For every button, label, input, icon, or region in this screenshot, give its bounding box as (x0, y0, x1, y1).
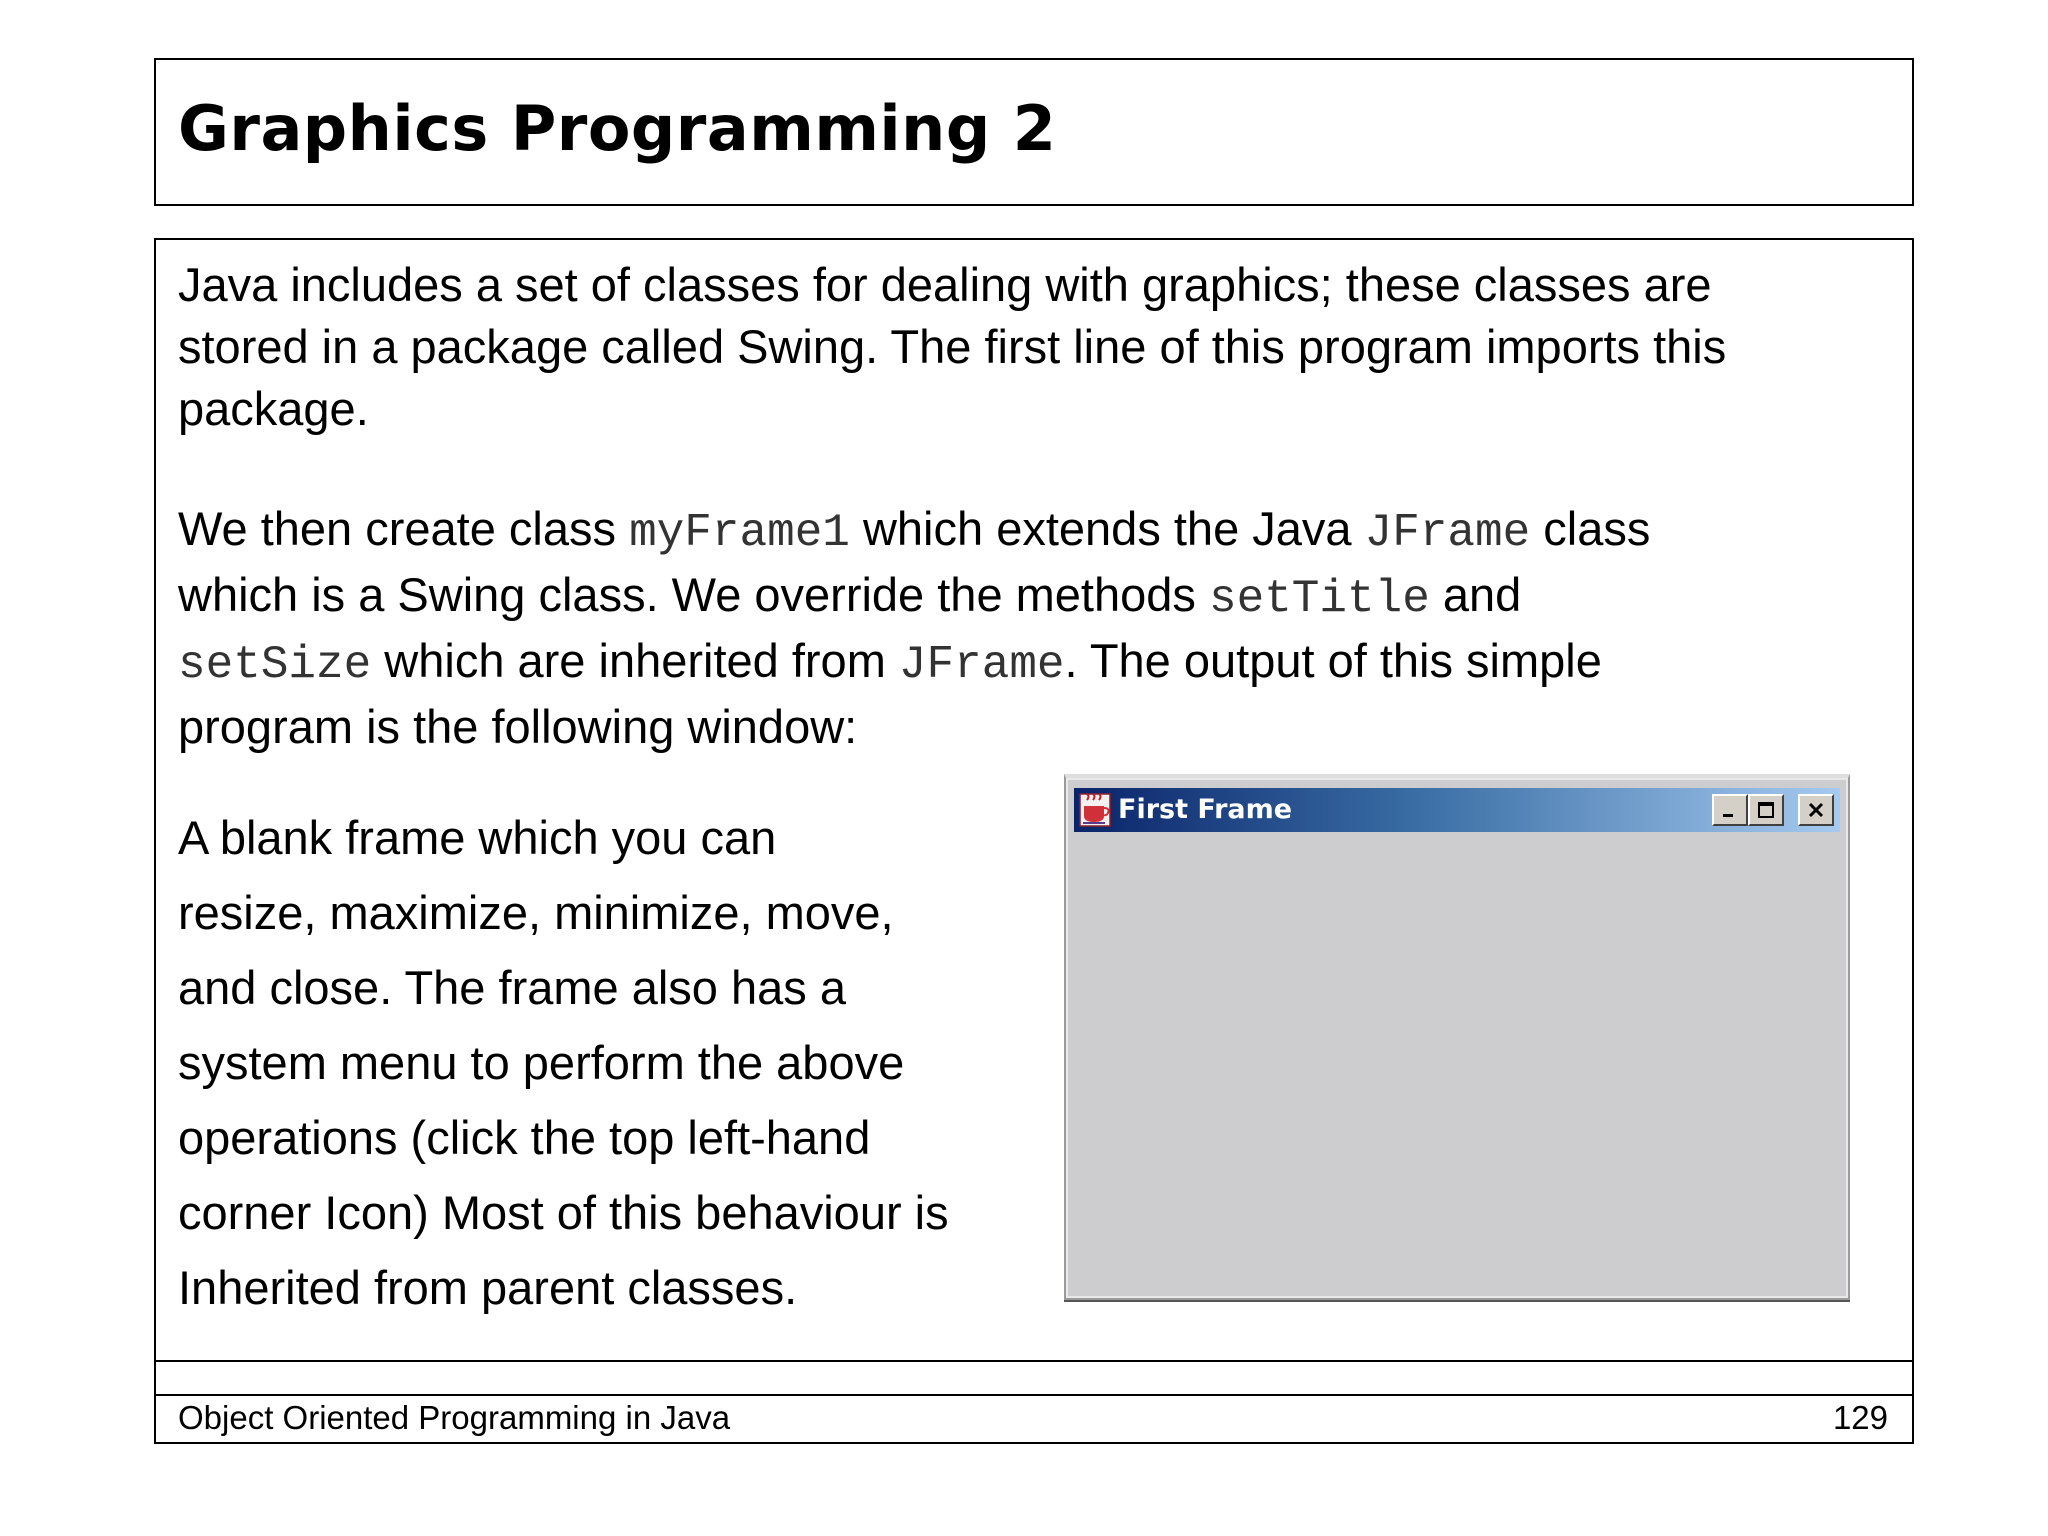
text: We then create class (178, 502, 630, 555)
maximize-icon (1756, 800, 1776, 820)
footer-divider (156, 1394, 1912, 1396)
java-coffee-cup-icon[interactable] (1078, 792, 1112, 828)
footer-course: Object Oriented Programming in Java (178, 1399, 731, 1436)
code-settitle: setTitle (1208, 573, 1430, 625)
text: . The output of this simple (1064, 634, 1602, 687)
desc-line: operations (click the top left-hand (178, 1111, 871, 1164)
minimize-icon (1720, 800, 1740, 820)
code-setsize: setSize (178, 639, 372, 691)
desc-line: Inherited from parent classes. (178, 1261, 798, 1314)
code-myframe1: myFrame1 (629, 507, 850, 559)
intro-paragraph (178, 254, 1726, 440)
desc-line: and close. The frame also has a (178, 961, 846, 1014)
code-jframe: JFrame (898, 639, 1065, 691)
text: which are inherited from (371, 634, 899, 687)
page-number: 129 (1832, 1399, 1888, 1436)
window-client-area[interactable] (1074, 834, 1840, 1290)
intro-line-1: Java includes a set of classes for dealing with graphics; these classes are (178, 258, 1712, 311)
minimize-button[interactable] (1712, 794, 1748, 826)
text: program is the following window: (178, 700, 858, 753)
class-paragraph (178, 498, 1650, 758)
code-jframe: JFrame (1364, 507, 1531, 559)
frame-description (178, 800, 949, 1325)
text: and (1429, 568, 1522, 621)
window-titlebar[interactable] (1074, 788, 1840, 832)
desc-line: corner Icon) Most of this behaviour is (178, 1186, 949, 1239)
intro-line-2: stored in a package called Swing. The first line of this program imports this (178, 320, 1727, 373)
desc-line: resize, maximize, minimize, move, (178, 886, 894, 939)
maximize-button[interactable] (1748, 794, 1784, 826)
close-icon (1806, 800, 1826, 820)
text: class (1530, 502, 1651, 555)
slide-title: Graphics Programming 2 (178, 92, 1057, 165)
desc-line: A blank frame which you can (178, 811, 777, 864)
text: which is a Swing class. We override the methods (178, 568, 1209, 621)
title-box (154, 58, 1914, 206)
desc-line: system menu to perform the above (178, 1036, 905, 1089)
window-title: First Frame (1118, 794, 1293, 825)
text: which extends the Java (849, 502, 1365, 555)
close-button[interactable] (1798, 794, 1834, 826)
first-frame-window[interactable] (1064, 774, 1850, 1300)
intro-line-3: package. (178, 382, 369, 435)
footer-divider (156, 1360, 1912, 1362)
